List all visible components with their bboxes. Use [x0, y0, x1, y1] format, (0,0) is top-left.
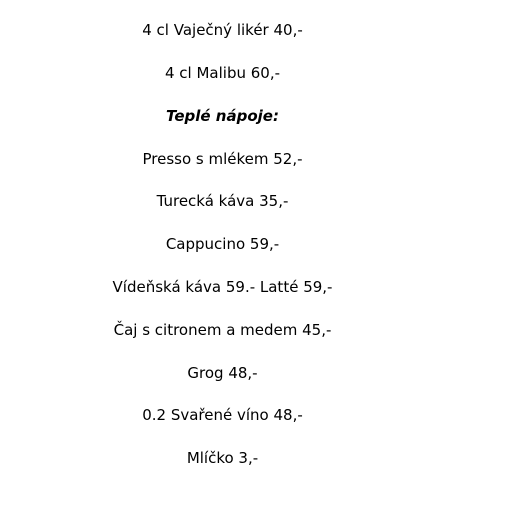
menu-item-mulled-wine: 0.2 Svařené víno 48,-: [142, 406, 303, 424]
menu-item-tea-lemon-honey: Čaj s citronem a medem 45,-: [113, 321, 332, 339]
menu-item-presso-with-milk: Presso s mlékem 52,-: [142, 150, 303, 168]
menu-item-cappuccino: Cappucino 59,-: [165, 235, 280, 253]
menu-item-malibu: 4 cl Malibu 60,-: [164, 64, 281, 82]
menu-item-viennese-coffee-latte: Vídeňská káva 59.- Latté 59,-: [112, 278, 333, 296]
section-heading-hot-drinks: Teplé nápoje:: [166, 107, 279, 125]
menu-item-milk: Mlíčko 3,-: [186, 449, 259, 467]
menu-item-egg-liqueur: 4 cl Vaječný likér 40,-: [142, 21, 303, 39]
menu-item-grog: Grog 48,-: [187, 364, 258, 382]
menu-item-turkish-coffee: Turecká káva 35,-: [156, 192, 289, 210]
